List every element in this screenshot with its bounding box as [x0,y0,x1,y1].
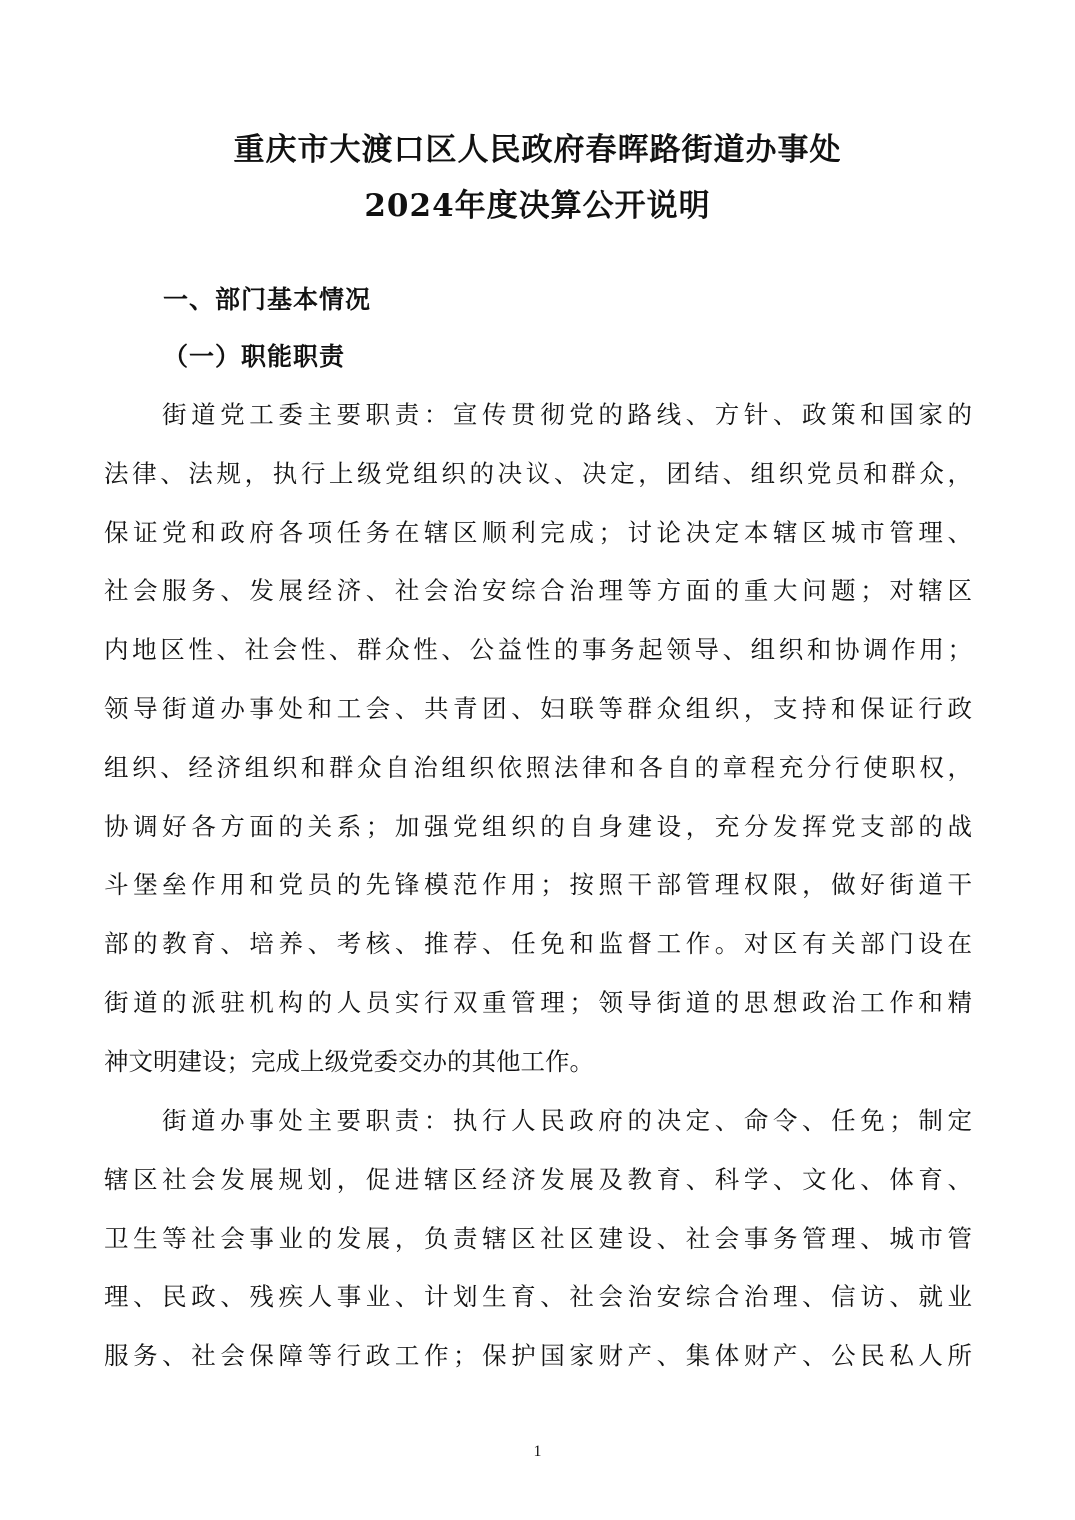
paragraph-line: 社会服务、发展经济、社会治安综合治理等方面的重大问题；对辖区 [104,576,972,606]
paragraph-line: 协调好各方面的关系；加强党组织的自身建设，充分发挥党支部的战 [104,811,972,841]
document-title-line-2: 2024年度决算公开说明 [364,188,711,224]
paragraph-line: 内地区性、社会性、群众性、公益性的事务起领导、组织和协调作用； [104,635,972,665]
paragraph-line: 卫生等社会事业的发展，负责辖区社区建设、社会事务管理、城市管 [104,1223,972,1253]
section-heading-basic-info: 一、部门基本情况 [163,285,372,314]
paragraph-party-committee-duties [104,386,972,1092]
paragraph-line: 领导街道办事处和工会、共青团、妇联等群众组织，支持和保证行政 [104,693,972,723]
paragraph-line: 部的教育、培养、考核、推荐、任免和监督工作。对区有关部门设在 [104,929,972,959]
paragraph-line: 辖区社会发展规划，促进辖区经济发展及教育、科学、文化、体育、 [104,1164,972,1194]
paragraph-line: 理、民政、残疾人事业、计划生育、社会治安综合治理、信访、就业 [104,1282,972,1312]
paragraph-line: 服务、社会保障等行政工作；保护国家财产、集体财产、公民私人所 [104,1341,972,1371]
paragraph-line: 街道办事处主要职责：执行人民政府的决定、命令、任免；制定 [162,1106,972,1135]
paragraph-line: 保证党和政府各项任务在辖区顺利完成；讨论决定本辖区城市管理、 [104,517,972,547]
paragraph-line: 斗堡垒作用和党员的先锋模范作用；按照干部管理权限，做好街道干 [104,870,972,900]
paragraph-line: 法律、法规，执行上级党组织的决议、决定，团结、组织党员和群众， [104,458,972,488]
page-number: 1 [533,1443,542,1460]
paragraph-line: 神文明建设；完成上级党委交办的其他工作。 [104,1046,594,1076]
paragraph-line: 街道党工委主要职责：宣传贯彻党的路线、方针、政策和国家的 [162,400,972,429]
subsection-heading-duties: （一）职能职责 [163,342,346,371]
paragraph-office-duties [104,1092,972,1386]
paragraph-line: 组织、经济组织和群众自治组织依照法律和各自的章程充分行使职权， [104,752,972,782]
document-title-line-1: 重庆市大渡口区人民政府春晖路街道办事处 [233,132,842,168]
paragraph-line: 街道的派驻机构的人员实行双重管理；领导街道的思想政治工作和精 [104,987,972,1017]
